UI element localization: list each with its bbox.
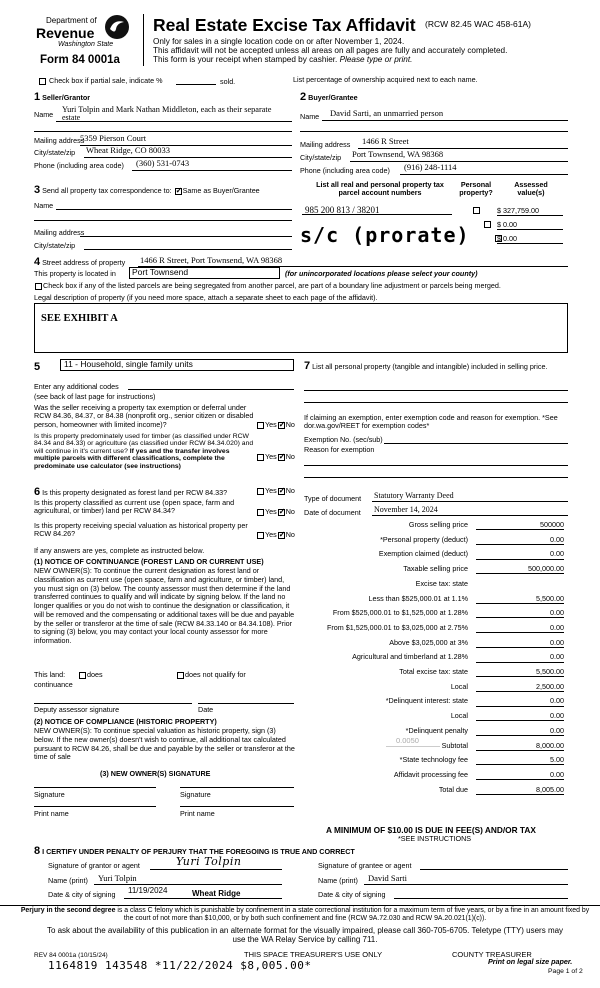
header-note1: Only for sales in a single location code on or after November 1, 2024. [153, 37, 405, 46]
q-current-use-no[interactable] [278, 509, 285, 516]
continuance-label: continuance [34, 680, 73, 689]
street-value[interactable]: 1466 R Street, Port Townsend, WA 98368 [140, 255, 283, 265]
partial-sold: sold. [220, 77, 236, 86]
corr-mail-label: Mailing address [34, 228, 85, 237]
q-historic-no[interactable] [278, 532, 285, 539]
section2-number: 2 [300, 91, 307, 103]
ownership-note: List percentage of ownership acquired next to each name. [293, 75, 478, 84]
does-checkbox[interactable] [79, 672, 86, 679]
q-exemption-no[interactable] [278, 422, 285, 429]
calc-row [300, 580, 568, 591]
seller-name-label: Name [34, 110, 54, 119]
calc-row [300, 595, 568, 606]
yes-label: Yes [265, 486, 277, 495]
calc-row-value[interactable]: 0.00 [476, 609, 564, 618]
page-title: Real Estate Excise Tax Affidavit [153, 15, 416, 35]
doc-type-label: Type of document [304, 494, 362, 503]
calc-row-value[interactable]: 0.00 [476, 771, 564, 780]
section8-number: 8 [34, 845, 41, 857]
seller-mail-value[interactable]: 5359 Pierson Court [80, 133, 147, 143]
q-timber-text: Is this property predominately used for timber (as classified under RCW 84.34 and 84.33) or agriculture (as classified under RCW 84.34.020) and will continue in it's current use? [34, 433, 254, 455]
name-print-label: Name (print) [48, 876, 88, 885]
corr-city-label: City/state/zip [34, 241, 76, 250]
calc-row-label: Subtotal [441, 740, 468, 750]
yes-label: Yes [265, 507, 277, 516]
county-treasurer-label: COUNTY TREASURER [452, 950, 532, 959]
calc-row [300, 609, 568, 620]
calc-row [300, 697, 568, 708]
calc-row-value[interactable]: 0.00 [476, 727, 564, 736]
does-not-checkbox[interactable] [177, 672, 184, 679]
partial-sale-label: Check box if partial sale, indicate % [49, 76, 163, 85]
same-as-buyer-label: Same as Buyer/Grantee [182, 186, 260, 195]
calc-row-value[interactable]: 500,000.00 [476, 565, 564, 574]
no-label: No [285, 452, 295, 461]
form-number: Form 84 0001a [40, 54, 120, 66]
calc-row-label: *Personal property (deduct) [380, 534, 468, 544]
any-yes-note: If any answers are yes, complete as instructed below. [34, 546, 205, 555]
page-number: Page 1 of 2 [548, 968, 583, 975]
q-exemption-yes[interactable] [257, 422, 264, 429]
local-rate: 0.0050 [386, 737, 440, 747]
name-print-grantee-label: Name (print) [318, 876, 358, 885]
no-label: No [285, 507, 295, 516]
q-timber [34, 433, 256, 470]
calc-row-value[interactable]: 5.00 [476, 756, 564, 765]
calc-row-value[interactable]: 0.00 [476, 639, 564, 648]
calc-row-value[interactable]: 500000 [476, 521, 564, 530]
located-select[interactable]: Port Townsend [129, 267, 280, 279]
calc-row-value[interactable]: 0.00 [476, 536, 564, 545]
q-forest-yes[interactable] [257, 488, 264, 495]
q-current-use-yes[interactable] [257, 509, 264, 516]
assessed-value-1[interactable]: $ 327,759.00 [497, 207, 563, 216]
section4-number: 4 [34, 256, 41, 268]
notice2-title: (2) NOTICE OF COMPLIANCE (HISTORIC PROPERTY) [34, 717, 217, 726]
calc-row [300, 712, 568, 723]
name-grantee[interactable]: David Sarti [368, 873, 407, 883]
legal-description-box[interactable] [34, 303, 568, 353]
located-note: (for unincorporated locations please select your county) [285, 269, 478, 278]
assessed-value-2[interactable]: $ 0.00 [497, 221, 563, 230]
calc-row [300, 668, 568, 679]
calc-row-value[interactable]: 8,005.00 [476, 786, 564, 795]
statute-ref: (RCW 82.45 WAC 458-61A) [425, 19, 531, 29]
q-timber-no[interactable] [278, 454, 285, 461]
dor-swirl-icon [104, 14, 130, 40]
agency-line3: Washington State [58, 41, 114, 48]
does-not-label: does not qualify for [185, 670, 246, 679]
sig-grantor-value[interactable]: Yuri Tolpin [176, 855, 242, 868]
seller-phone-value[interactable]: (360) 531-0743 [136, 158, 190, 168]
calc-row [300, 683, 568, 694]
personal-checkbox-1[interactable] [473, 207, 480, 214]
calc-row-label: Taxable selling price [403, 564, 468, 574]
no-label: No [285, 486, 295, 495]
no-label: No [285, 420, 295, 429]
segregate-checkbox[interactable] [35, 283, 42, 290]
land-use-select[interactable]: 11 - Household, single family units [60, 359, 294, 371]
perjury-bold: Perjury in the second degree [20, 907, 116, 914]
segregate-label: Check box if any of the listed parcels are being segregated from another parcel, are part of a boundary line adjustment or parcels being merged. [43, 281, 501, 290]
notice1-title: (1) NOTICE OF CONTINUANCE (FOREST LAND OR CURRENT USE) [34, 557, 264, 566]
perjury-rest: is a class C felony which is punishable by confinement in a state correctional institution for a maximum term of five years, or by a fine in an amount fixed by the court of not more than $10,000, or by both such confinement and fine (RCW 9A.72.030 and RCW 9A.20.021(1)(c)). [115, 907, 590, 922]
calc-row-label: Less than $525,000.01 at 1.1% [368, 593, 468, 603]
seller-name-value[interactable]: Yuri Tolpin and Mark Nathan Middleton, each as their separate [62, 105, 272, 114]
sig-grantee-label: Signature of grantee or agent [318, 861, 412, 870]
calc-row-label: Exemption claimed (deduct) [378, 549, 468, 559]
sig-grantor-label: Signature of grantor or agent [48, 861, 140, 870]
street-label: Street address of property [42, 258, 126, 267]
calc-row-label: From $1,525,000.01 to $3,025,000 at 2.75% [326, 622, 468, 632]
calc-row [300, 536, 568, 547]
parcel-number-1[interactable]: 985 200 813 / 38201 [305, 205, 380, 215]
calc-row [300, 771, 568, 782]
certify-title: I CERTIFY UNDER PENALTY OF PERJURY THAT THE FOREGOING IS TRUE AND CORRECT [42, 847, 355, 856]
calc-row-label: Gross selling price [408, 520, 468, 529]
buyer-name-value[interactable]: David Sarti, an unmarried person [330, 108, 444, 118]
buyer-mail-label: Mailing address [300, 140, 351, 149]
personal-header: Personal property? [459, 180, 493, 198]
partial-sale-checkbox[interactable] [39, 78, 46, 85]
header-note3: This form is your receipt when stamped by cashier. [153, 55, 338, 64]
calc-row [300, 565, 568, 576]
section1-number: 1 [34, 91, 41, 103]
q-exemption: Was the seller receiving a property tax exemption or deferral under RCW 84.36, 84.37, or 84.38 (nonprofit org., senior citizen or disabled person, homeowner with limited income)? [34, 403, 254, 429]
doc-date-label: Date of document [304, 508, 361, 517]
seller-title: Seller/Grantor [42, 93, 91, 102]
legal-label: Legal description of property (if you need more space, attach a separate sheet to each page of the affidavit). [34, 293, 378, 302]
date-city-grantee-label: Date & city of signing [318, 890, 386, 899]
calc-row-label: Agricultural and timberland at 1.28% [352, 652, 468, 662]
q-timber-bold: If yes and the transfer involves multiple parcels with different classifications, complete the predominate use calculator (see instructions) [34, 447, 230, 470]
additional-codes-label: Enter any additional codes [34, 382, 119, 391]
alt-format-text: To ask about the availability of this publication in an alternate format for the visually impaired, please call 360-705-6705. Teletype (TTY) users may use the WA Relay Service by calling 711. [46, 926, 564, 945]
doc-type-value[interactable]: Statutory Warranty Deed [374, 491, 454, 500]
calc-row-label: Affidavit processing fee [393, 769, 468, 779]
q-historic-yes[interactable] [257, 532, 264, 539]
seller-name-value2[interactable]: estate [62, 113, 81, 122]
calc-row-label: Total due [438, 784, 468, 794]
corr-name-label: Name [34, 201, 54, 210]
calc-row-label: From $525,000.01 to $1,525,000 at 1.28% [332, 608, 468, 618]
calc-row-label: Local [450, 681, 468, 691]
prorate-stamp: s/c (prorate) [300, 223, 470, 247]
section5-number: 5 [34, 361, 41, 373]
header-note3b: Please type or print. [339, 55, 413, 64]
buyer-title: Buyer/Grantee [308, 93, 358, 102]
section6-number: 6 [34, 486, 41, 498]
agency-line2: Revenue [36, 25, 95, 41]
minimum-due: A MINIMUM OF $10.00 IS DUE IN FEE(S) AND/OR TAX [326, 825, 536, 835]
parcel-header: List all real and personal property tax parcel account numbers [316, 180, 444, 198]
treasurer-label: THIS SPACE TREASURER'S USE ONLY [244, 950, 383, 959]
seller-mail-label: Mailing address [34, 136, 85, 145]
section7-number: 7 [304, 360, 311, 372]
calc-row [300, 639, 568, 650]
q-forest-no[interactable] [278, 488, 285, 495]
agency-line1: Department of [46, 16, 97, 25]
date-city-label: Date & city of signing [48, 890, 116, 899]
deputy-sig-label: Deputy assessor signature [34, 705, 120, 714]
header-note2: This affidavit will not be accepted unless all areas on all pages are fully and accurately completed. [153, 46, 508, 55]
rev-label: REV 84 0001a (10/15/24) [34, 952, 108, 959]
seller-city-label: City/state/zip [34, 148, 76, 157]
assessed-header: Assessed value(s) [514, 180, 548, 198]
buyer-name-label: Name [300, 112, 320, 121]
personal-checkbox-2[interactable] [484, 221, 491, 228]
doc-date-value[interactable]: November 14, 2024 [374, 505, 438, 514]
legal-description-text: SEE EXHIBIT A [41, 313, 118, 324]
buyer-phone-value[interactable]: (916) 248-1114 [404, 162, 457, 172]
this-land-label: This land: [34, 670, 66, 679]
name-grantor[interactable]: Yuri Tolpin [98, 873, 137, 883]
seller-city-value[interactable]: Wheat Ridge, CO 80033 [86, 145, 171, 155]
assessed-value-3[interactable]: $ 0.00 [497, 235, 563, 244]
calc-row-label: *Delinquent interest: state [385, 696, 468, 706]
exemption-label: If claiming an exemption, enter exemption code and reason for exemption. *See dor.wa.gov/REET for exemption codes* [304, 413, 558, 431]
q-historic: Is this property receiving special valuation as historical property per RCW 84.26? [34, 521, 248, 539]
q-current-use: Is this property classified as current use (open space, farm and agricultural, or timber) land per RCW 84.34? [34, 498, 235, 516]
calc-row-value[interactable]: 0.00 [476, 697, 564, 706]
owner-print2-label: Print name [180, 809, 215, 818]
calc-row-label: Excise tax: state [415, 578, 468, 588]
calc-row-label: *State technology fee [399, 755, 468, 765]
q-forest: Is this property designated as forest land per RCW 84.33? [42, 488, 228, 497]
calc-row-label: Local [450, 711, 468, 721]
date-value[interactable]: 11/19/2024 [128, 886, 168, 895]
calc-row [300, 521, 568, 532]
calc-row [300, 786, 568, 797]
buyer-mail-value[interactable]: 1466 R Street [362, 136, 409, 146]
personal-property-label: List all personal property (tangible and intangible) included in selling price. [312, 362, 548, 371]
buyer-city-label: City/state/zip [300, 153, 342, 162]
same-as-buyer-checkbox[interactable] [175, 188, 182, 195]
calc-row [300, 653, 568, 664]
see-instructions: *SEE INSTRUCTIONS [398, 834, 472, 843]
see-back-label: (see back of last page for instructions) [34, 392, 156, 401]
q-timber-yes[interactable] [257, 454, 264, 461]
buyer-city-value[interactable]: Port Townsend, WA 98368 [352, 149, 444, 159]
calc-row-label: *Delinquent penalty [405, 725, 468, 735]
receipt-stamp: 1164819 143548 *11/22/2024 $8,005.00* [48, 959, 312, 972]
yes-label: Yes [265, 420, 277, 429]
reason-label: Reason for exemption [304, 445, 375, 454]
calc-row [300, 550, 568, 561]
legal-paper-note: Print on legal size paper. [488, 957, 573, 966]
calc-row [300, 756, 568, 767]
calc-row-label: Total excise tax: state [399, 667, 468, 676]
no-label: No [285, 530, 295, 539]
exemption-no-label: Exemption No. (sec/sub) [304, 435, 383, 444]
notice1-text: NEW OWNER(S): To continue the current designation as forest land or classification as current use (open space, farm and agriculture, or timber) land, you must sign on (3) below. The county assessor must then determine if the land transferred continues to qualify and will indicate by signing below. If the land no longer qualifies or you do not wish to continue the designation or classification, it will be removed and the compensating or additional taxes will be due and payable by the seller or transferor at the time of sale (RCW 84.33.140 or 84.34.108). Prior to signing (3) below, you may contact your local county assessor for more information. [34, 566, 295, 646]
calc-row-value[interactable]: 0.00 [476, 712, 564, 721]
calc-row-value[interactable]: 0.00 [476, 550, 564, 559]
calc-row-value[interactable]: 0.00 [476, 653, 564, 662]
calc-row-label: Above $3,025,000 at 3% [389, 637, 468, 647]
calc-row [300, 624, 568, 635]
buyer-phone-label: Phone (including area code) [300, 166, 390, 175]
owner-sig2-label: Signature [180, 790, 211, 799]
correspondence-text: Send all property tax correspondence to: [42, 186, 172, 195]
calc-row-value[interactable]: 8,000.00 [476, 742, 564, 751]
owner-print1-label: Print name [34, 809, 69, 818]
yes-label: Yes [265, 530, 277, 539]
notice3-title: (3) NEW OWNER(S) SIGNATURE [100, 769, 211, 778]
perjury-text [20, 907, 590, 923]
seller-phone-label: Phone (including area code) [34, 161, 124, 170]
calc-row-value[interactable]: 0.00 [476, 624, 564, 633]
yes-label: Yes [265, 452, 277, 461]
calc-row-value[interactable]: 2,500.00 [476, 683, 564, 692]
section3-number: 3 [34, 184, 41, 196]
owner-sig1-label: Signature [34, 790, 65, 799]
calc-row-value[interactable]: 5,500.00 [476, 668, 564, 677]
deputy-date-label: Date [198, 705, 214, 714]
does-label: does [87, 670, 103, 679]
city-value[interactable]: Wheat Ridge [192, 889, 241, 898]
notice2-text: NEW OWNER(S): To continue special valuation as historic property, sign (3) below. If the new owner(s) doesn't wish to continue, all additional tax calculated pursuant to RCW 84.26, shall be due and payable by the seller or transferor at the time of sale [34, 726, 295, 762]
calc-row-value[interactable]: 5,500.00 [476, 595, 564, 604]
located-label: This property is located in [34, 269, 116, 278]
